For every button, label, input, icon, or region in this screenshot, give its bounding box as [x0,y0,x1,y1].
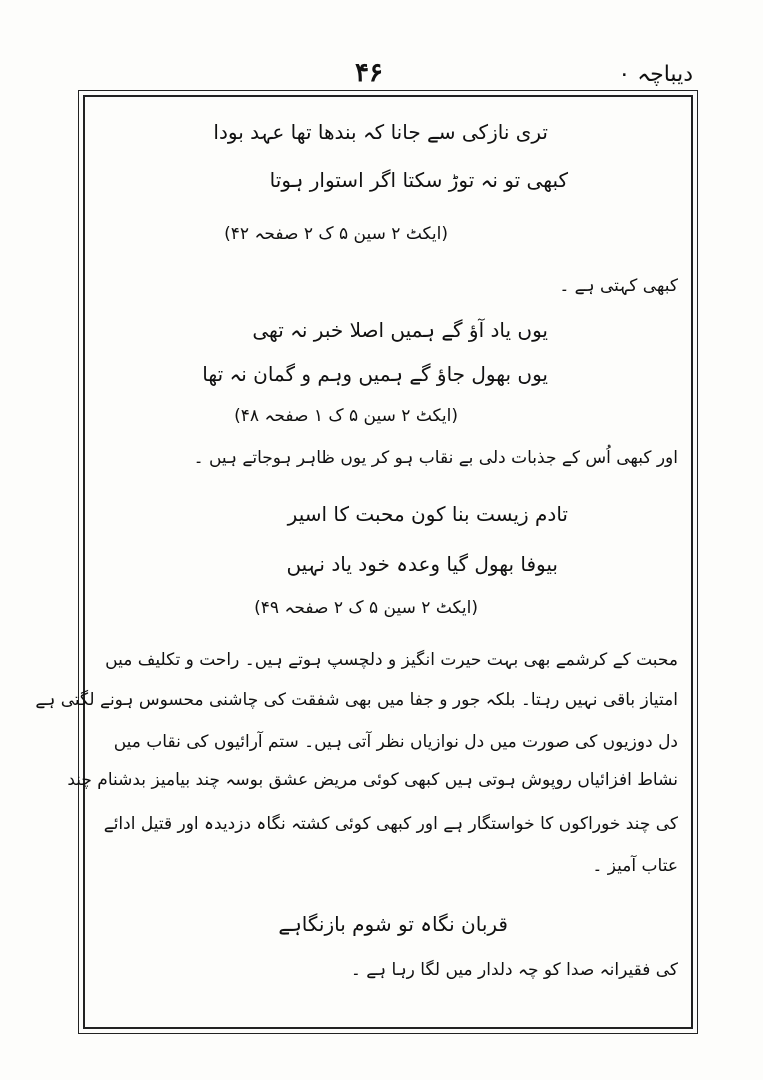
source-reference: (ایکٹ ۲ سین ۵ ک ۲ صفحہ ۴۲) [224,224,448,244]
text-line: کی فقیرانہ صدا کو چہ دلدار میں لگا رہا ہے ۔ [350,960,678,980]
text-line: کی چند خوراکوں کا خواستگار ہے اور کبھی کوئی کشتہ نگاہ دزدیدہ اور قتیل ادائے [103,814,678,834]
verse-line: یوں بھول جاؤ گے ہمیں وہم و گمان نہ تھا [202,362,548,386]
text-line: نشاط افزائیاں روپوش ہوتی ہیں کبھی کوئی مریض عشق بوسہ چند بیامیز بدشنام چند [67,770,678,790]
verse-line: تری نازکی سے جانا کہ بندھا تھا عہد بودا [213,120,548,144]
text-line: اور کبھی اُس کے جذبات دلی بے نقاب ہو کر یوں ظاہر ہوجاتے ہیں ۔ [193,448,678,468]
text-line: کبھی کہتی ہے ۔ [559,276,678,296]
page-number: ۴۶ [355,58,383,88]
verse-line: یوں یاد آؤ گے ہمیں اصلا خبر نہ تھی [252,318,548,342]
verse-line: تادم زیست بنا کون محبت کا اسیر [287,502,568,526]
chapter-heading: دیباچہ ۰ [618,62,693,87]
verse-line: بیوفا بھول گیا وعدہ خود یاد نہیں [286,552,558,576]
text-line: امتیاز باقی نہیں رہتا۔ بلکہ جور و جفا میں بھی شفقت کی چاشنی محسوس ہونے لگتی ہے [35,690,678,710]
verse-line: کبھی تو نہ توڑ سکتا اگر استوار ہوتا [269,168,568,192]
text-line: دل دوزیوں کی صورت میں دل نوازیاں نظر آتی ہیں۔ ستم آرائیوں کی نقاب میں [113,732,678,752]
source-reference: (ایکٹ ۲ سین ۵ ک ۱ صفحہ ۴۸) [234,406,458,426]
verse-line: قربان نگاہ تو شوم بازنگاہے [278,912,508,936]
source-reference: (ایکٹ ۲ سین ۵ ک ۲ صفحہ ۴۹) [254,598,478,618]
text-line: عتاب آمیز ۔ [592,856,678,876]
text-line: محبت کے کرشمے بھی بہت حیرت انگیز و دلچسپ ہوتے ہیں۔ راحت و تکلیف میں [105,650,678,670]
